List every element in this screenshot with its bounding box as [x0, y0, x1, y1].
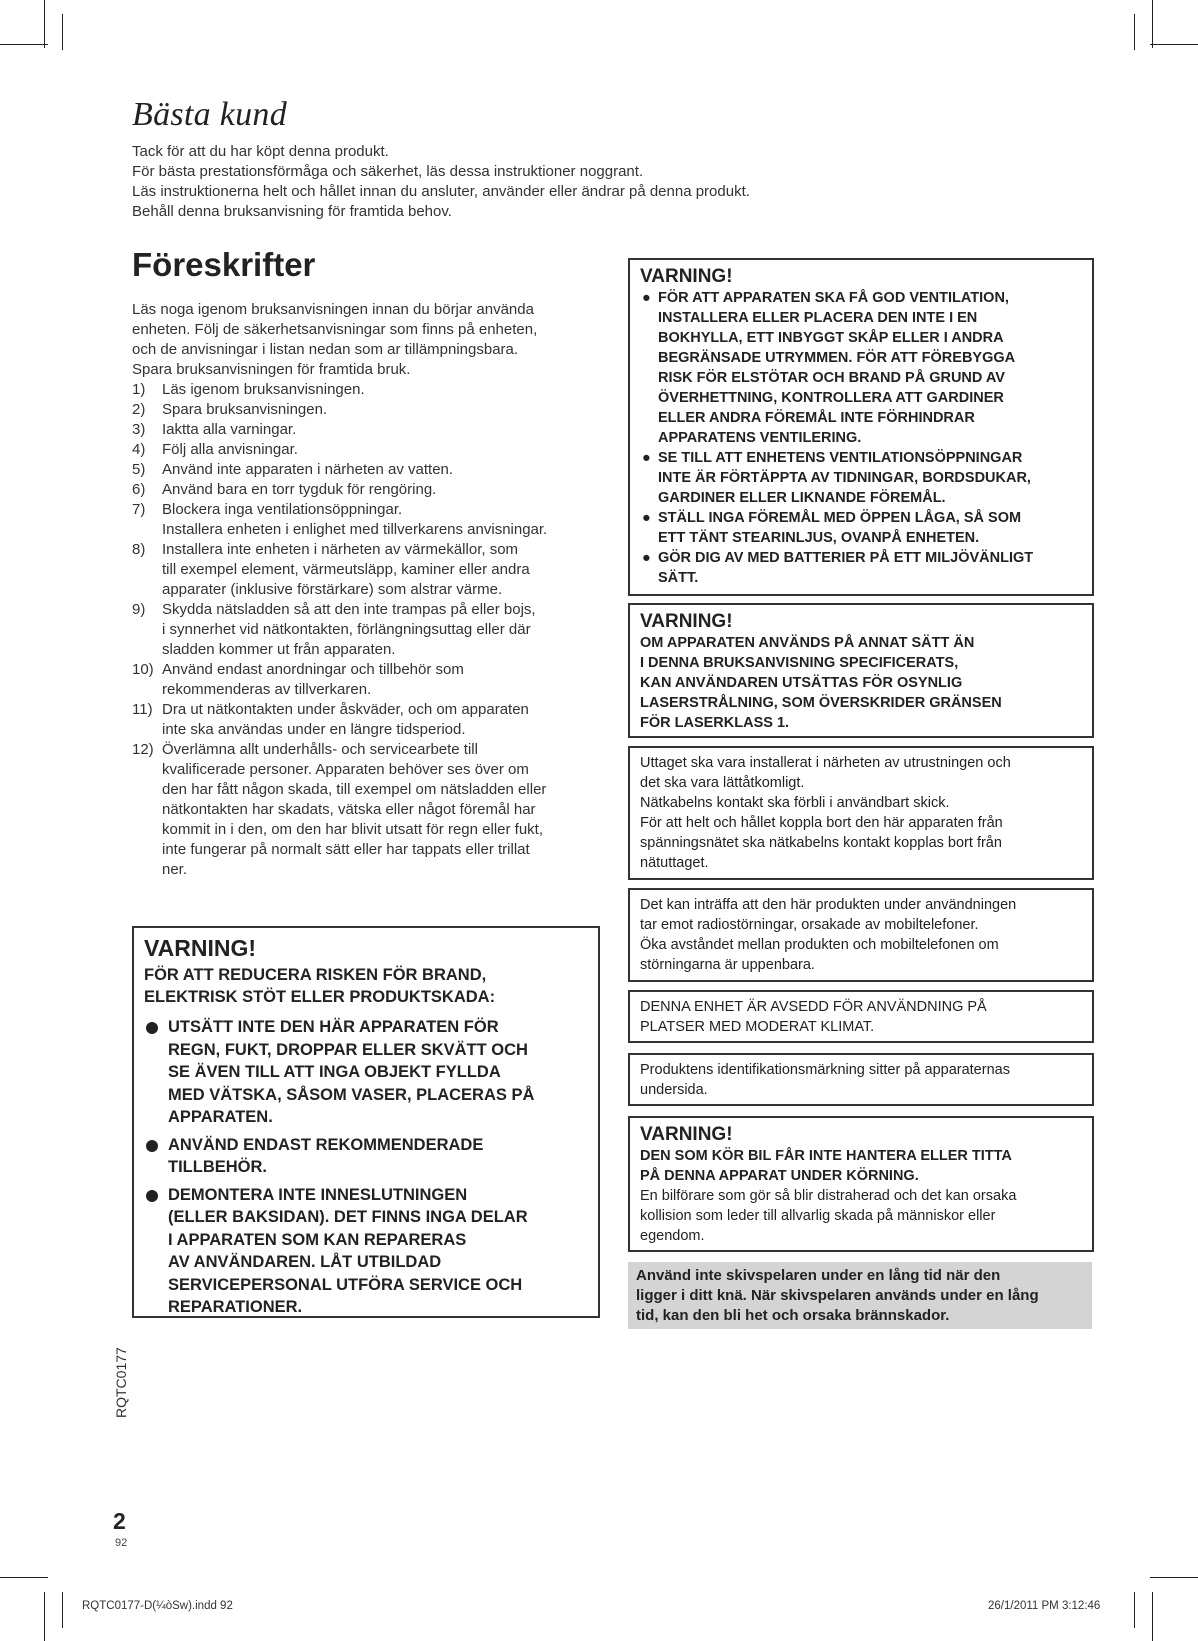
- bullet-text: REPARATIONER.: [168, 1298, 303, 1316]
- text-line: PLATSER MED MODERAT KLIMAT.: [640, 1019, 875, 1035]
- item-text: apparater (inklusive förstärkare) som alstrar värme.: [162, 581, 503, 598]
- warning-ventilation-box: [628, 258, 1094, 596]
- warning-bullet: [640, 288, 1082, 448]
- text-line: det ska vara lättåtkomligt.: [640, 775, 805, 791]
- item-number: 11): [132, 701, 153, 718]
- bullet-text: INTE ÄR FÖRTÄPPTA AV TIDNINGAR, BORDSDUKAR,: [658, 470, 1031, 486]
- item-text: ner.: [162, 861, 188, 878]
- item-text: Iaktta alla varningar.: [162, 421, 297, 438]
- item-number: 4): [132, 441, 146, 458]
- precautions-heading: Föreskrifter: [132, 246, 316, 283]
- warning-bullet: [144, 1184, 588, 1319]
- bullet-text: MED VÄTSKA, SÅSOM VASER, PLACERAS PÅ: [168, 1085, 535, 1104]
- intro-line: Läs noga igenom bruksanvisningen innan du börjar använda: [132, 301, 534, 318]
- bullet-dot-icon: [146, 1022, 158, 1034]
- text-line: ligger i ditt knä. När skivspelaren används under en lång: [636, 1287, 1039, 1304]
- item-number: 12): [132, 741, 154, 758]
- bullet-text: ÖVERHETTNING, KONTROLLERA ATT GARDINER: [658, 390, 1004, 406]
- warning-laser-box: [628, 603, 1094, 738]
- text-line: OM APPARATEN ANVÄNDS PÅ ANNAT SÄTT ÄN: [640, 635, 975, 651]
- bullet-text: ANVÄND ENDAST REKOMMENDERADE: [168, 1135, 484, 1154]
- precaution-item: [132, 480, 602, 500]
- warning-main-list: [144, 1016, 588, 1319]
- text-line: FÖR LASERKLASS 1.: [640, 715, 790, 731]
- item-text: nätkontakten har skadats, vätska eller något föremål har: [162, 801, 536, 818]
- page-number: 2: [113, 1508, 126, 1534]
- bullet-dot-icon: ●: [642, 290, 651, 306]
- intro-line: enheten. Följ de säkerhetsanvisningar som finns på enheten,: [132, 321, 538, 338]
- warning-bullet: [144, 1016, 588, 1129]
- bullet-text: TILLBEHÖR.: [168, 1158, 267, 1176]
- precautions-list: [132, 380, 602, 880]
- note-climate-text: [640, 997, 1082, 1037]
- greeting-line: Behåll denna bruksanvisning för framtida behov.: [132, 203, 452, 220]
- text-line: tar emot radiostörningar, orsakade av mobiltelefoner.: [640, 917, 979, 933]
- precaution-item: [132, 500, 602, 540]
- crop-mark: [0, 44, 48, 45]
- item-text: inte ska användas under en längre tidsperiod.: [162, 721, 466, 738]
- bullet-text: (ELLER BAKSIDAN). DET FINNS INGA DELAR: [168, 1208, 528, 1226]
- precaution-item: [132, 420, 602, 440]
- warning-car-box: [628, 1116, 1094, 1252]
- bullet-text: GARDINER ELLER LIKNANDE FÖREMÅL.: [658, 490, 946, 506]
- warning-main-box: [132, 926, 600, 1318]
- crop-mark: [1152, 0, 1153, 48]
- greeting-line: För bästa prestationsförmåga och säkerhet, läs dessa instruktioner noggrant.: [132, 163, 644, 180]
- text-line: Det kan inträffa att den här produkten under användningen: [640, 897, 1017, 913]
- warning-laser-text: [640, 633, 1082, 733]
- precautions-intro: [132, 300, 602, 380]
- text-line: egendom.: [640, 1228, 705, 1244]
- text-line: Använd inte skivspelaren under en lång tid när den: [636, 1267, 1001, 1284]
- bullet-text: SERVICEPERSONAL UTFÖRA SERVICE OCH: [168, 1275, 523, 1294]
- item-text: kvalificerade personer. Apparaten behöver ses över om: [162, 761, 529, 778]
- crop-mark: [0, 1577, 48, 1578]
- item-text: Använd bara en torr tygduk för rengöring.: [162, 481, 437, 498]
- note-heat-box: [628, 1262, 1092, 1329]
- warning-car-text: [640, 1186, 1082, 1246]
- warning-subtitle: [144, 964, 588, 1008]
- bullet-text: UTSÄTT INTE DEN HÄR APPARATEN FÖR: [168, 1018, 499, 1036]
- bullet-text: DEMONTERA INTE INNESLUTNINGEN: [168, 1185, 468, 1204]
- crop-mark: [1134, 14, 1135, 50]
- note-radio-text: [640, 895, 1082, 975]
- text-line: undersida.: [640, 1082, 708, 1098]
- text-line: En bilförare som gör så blir distraherad och det kan orsaka: [640, 1188, 1017, 1204]
- note-radio-box: [628, 888, 1094, 982]
- text-line: Nätkabelns kontakt ska förbli i användbart skick.: [640, 795, 950, 811]
- note-outlet-text: [640, 753, 1082, 873]
- crop-mark: [62, 14, 63, 50]
- item-text: Överlämna allt underhålls- och servicearbete till: [162, 741, 478, 758]
- item-number: 3): [132, 421, 146, 438]
- greeting-text: [132, 142, 1032, 222]
- item-number: 7): [132, 501, 146, 518]
- warning-title: VARNING!: [144, 935, 257, 961]
- text-line: störningarna är uppenbara.: [640, 957, 815, 973]
- text-line: DEN SOM KÖR BIL FÅR INTE HANTERA ELLER TITTA: [640, 1148, 1012, 1164]
- crop-mark: [1134, 1592, 1135, 1628]
- item-number: 8): [132, 541, 146, 558]
- bullet-text: APPARATEN.: [168, 1108, 273, 1126]
- intro-line: och de anvisningar i listan nedan som ar tillämpningsbara.: [132, 341, 519, 358]
- text-line: KAN ANVÄNDAREN UTSÄTTAS FÖR OSYNLIG: [640, 675, 963, 691]
- greeting-title: Bästa kund: [132, 96, 288, 133]
- warning-car-bold: [640, 1146, 1082, 1186]
- item-number: 5): [132, 461, 146, 478]
- subtitle-line: FÖR ATT REDUCERA RISKEN FÖR BRAND,: [144, 966, 487, 984]
- bullet-text: SE TILL ATT ENHETENS VENTILATIONSÖPPNINGAR: [658, 450, 1023, 466]
- precaution-item: [132, 740, 602, 880]
- bullet-text: REGN, FUKT, DROPPAR ELLER SKVÄTT OCH: [168, 1040, 528, 1059]
- note-climate-box: [628, 990, 1094, 1043]
- bullet-text: RISK FÖR ELSTÖTAR OCH BRAND PÅ GRUND AV: [658, 370, 1005, 386]
- bullet-text: STÄLL INGA FÖREMÅL MED ÖPPEN LÅGA, SÅ SOM: [658, 510, 1022, 526]
- note-id-text: [640, 1060, 1082, 1100]
- text-line: Öka avståndet mellan produkten och mobiltelefonen om: [640, 937, 999, 953]
- item-text: Använd endast anordningar och tillbehör som: [162, 661, 464, 678]
- precautions-body: [132, 300, 602, 880]
- item-number: 9): [132, 601, 146, 618]
- bullet-dot-icon: [146, 1190, 158, 1202]
- item-text: Skydda nätsladden så att den inte trampas på eller bojs,: [162, 601, 536, 618]
- bullet-text: ETT TÄNT STEARINLJUS, OVANPÅ ENHETEN.: [658, 530, 980, 546]
- item-number: 2): [132, 401, 146, 418]
- precaution-item: [132, 660, 602, 700]
- crop-mark: [44, 0, 45, 48]
- footer-timestamp: 26/1/2011 PM 3:12:46: [988, 1600, 1101, 1612]
- text-line: LASERSTRÅLNING, SOM ÖVERSKRIDER GRÄNSEN: [640, 695, 1002, 711]
- bullet-text: BEGRÄNSADE UTRYMMEN. FÖR ATT FÖREBYGGA: [658, 350, 1016, 366]
- item-number: 10): [132, 661, 154, 678]
- text-line: nätuttaget.: [640, 855, 709, 871]
- bullet-text: INSTALLERA ELLER PLACERA DEN INTE I EN: [658, 310, 978, 326]
- precaution-item: [132, 440, 602, 460]
- text-line: DENNA ENHET ÄR AVSEDD FÖR ANVÄNDNING PÅ: [640, 999, 987, 1015]
- text-line: För att helt och hållet koppla bort den här apparaten från: [640, 815, 1003, 831]
- bullet-text: SÄTT.: [658, 570, 699, 586]
- item-text: Använd inte apparaten i närheten av vatten.: [162, 461, 454, 478]
- bullet-dot-icon: ●: [642, 450, 651, 466]
- text-line: Uttaget ska vara installerat i närheten av utrustningen och: [640, 755, 1011, 771]
- greeting-line: Tack för att du har köpt denna produkt.: [132, 143, 389, 160]
- warning-title: VARNING!: [640, 266, 733, 287]
- bullet-text: SE ÄVEN TILL ATT INGA OBJEKT FYLLDA: [168, 1063, 501, 1081]
- precaution-item: [132, 540, 602, 600]
- item-text: Blockera inga ventilationsöppningar.: [162, 501, 403, 518]
- warning-title: VARNING!: [640, 611, 733, 632]
- item-number: 1): [132, 381, 146, 398]
- bullet-dot-icon: ●: [642, 510, 651, 526]
- item-text: Installera inte enheten i närheten av värmekällor, som: [162, 541, 519, 558]
- item-number: 6): [132, 481, 146, 498]
- item-text: Spara bruksanvisningen.: [162, 401, 328, 418]
- warning-bullet: [640, 508, 1082, 548]
- item-text: i synnerhet vid nätkontakten, förlängningsuttag eller där: [162, 621, 531, 638]
- crop-mark: [1150, 1577, 1198, 1578]
- text-line: kollision som leder till allvarlig skada på människor eller: [640, 1208, 996, 1224]
- text-line: tid, kan den bli het och orsaka brännskador.: [636, 1307, 950, 1324]
- bullet-text: FÖR ATT APPARATEN SKA FÅ GOD VENTILATION,: [658, 290, 1009, 306]
- note-id-box: [628, 1053, 1094, 1106]
- text-line: Produktens identifikationsmärkning sitter på apparaternas: [640, 1062, 1010, 1078]
- crop-mark: [1150, 44, 1198, 45]
- item-text: Följ alla anvisningar.: [162, 441, 298, 458]
- page-sub-number: 92: [115, 1537, 128, 1549]
- greeting-line: Läs instruktionerna helt och hållet innan du ansluter, använder eller ändrar på denna produkt.: [132, 183, 750, 200]
- precaution-item: [132, 700, 602, 740]
- warning-bullet: [640, 548, 1082, 588]
- warning-bullet: [640, 448, 1082, 508]
- intro-line: Spara bruksanvisningen för framtida bruk.: [132, 361, 411, 378]
- precaution-item: [132, 600, 602, 660]
- precaution-item: [132, 380, 602, 400]
- document-code: RQTC0177: [113, 1347, 129, 1418]
- item-text: den har fått någon skada, till exempel om nätsladden eller: [162, 781, 547, 798]
- precaution-item: [132, 460, 602, 480]
- item-text: sladden kommer ut från apparaten.: [162, 641, 396, 658]
- note-outlet-box: [628, 746, 1094, 880]
- warning-bullet: [144, 1134, 588, 1179]
- item-text: Installera enheten i enlighet med tillverkarens anvisningar.: [162, 521, 548, 538]
- warning-ventilation-list: [640, 288, 1082, 588]
- text-line: spänningsnätet ska nätkabelns kontakt kopplas bort från: [640, 835, 1002, 851]
- item-text: inte fungerar på normalt sätt eller har tappats eller trillat: [162, 841, 530, 858]
- precaution-item: [132, 400, 602, 420]
- footer-file: RQTC0177-D(¼òSw).indd 92: [82, 1600, 233, 1612]
- item-text: rekommenderas av tillverkaren.: [162, 681, 372, 698]
- bullet-text: GÖR DIG AV MED BATTERIER PÅ ETT MILJÖVÄNLIGT: [658, 550, 1034, 566]
- item-text: kommit in i den, om den har blivit utsatt för regn eller fukt,: [162, 821, 543, 838]
- text-line: PÅ DENNA APPARAT UNDER KÖRNING.: [640, 1168, 919, 1184]
- crop-mark: [1152, 1592, 1153, 1641]
- item-text: Dra ut nätkontakten under åskväder, och om apparaten: [162, 701, 529, 718]
- item-text: Läs igenom bruksanvisningen.: [162, 381, 365, 398]
- bullet-text: BOKHYLLA, ETT INBYGGT SKÅP ELLER I ANDRA: [658, 330, 1004, 346]
- text-line: I DENNA BRUKSANVISNING SPECIFICERATS,: [640, 655, 959, 671]
- crop-mark: [44, 1592, 45, 1641]
- bullet-text: AV ANVÄNDAREN. LÅT UTBILDAD: [168, 1253, 442, 1271]
- item-text: till exempel element, värmeutsläpp, kaminer eller andra: [162, 561, 530, 578]
- warning-title: VARNING!: [640, 1124, 733, 1145]
- bullet-text: ELLER ANDRA FÖREMÅL INTE FÖRHINDRAR: [658, 410, 975, 426]
- bullet-text: APPARATENS VENTILERING.: [658, 430, 862, 446]
- bullet-dot-icon: ●: [642, 550, 651, 566]
- subtitle-line: ELEKTRISK STÖT ELLER PRODUKTSKADA:: [144, 988, 496, 1006]
- crop-mark: [62, 1592, 63, 1628]
- bullet-text: I APPARATEN SOM KAN REPARERAS: [168, 1230, 467, 1249]
- bullet-dot-icon: [146, 1140, 158, 1152]
